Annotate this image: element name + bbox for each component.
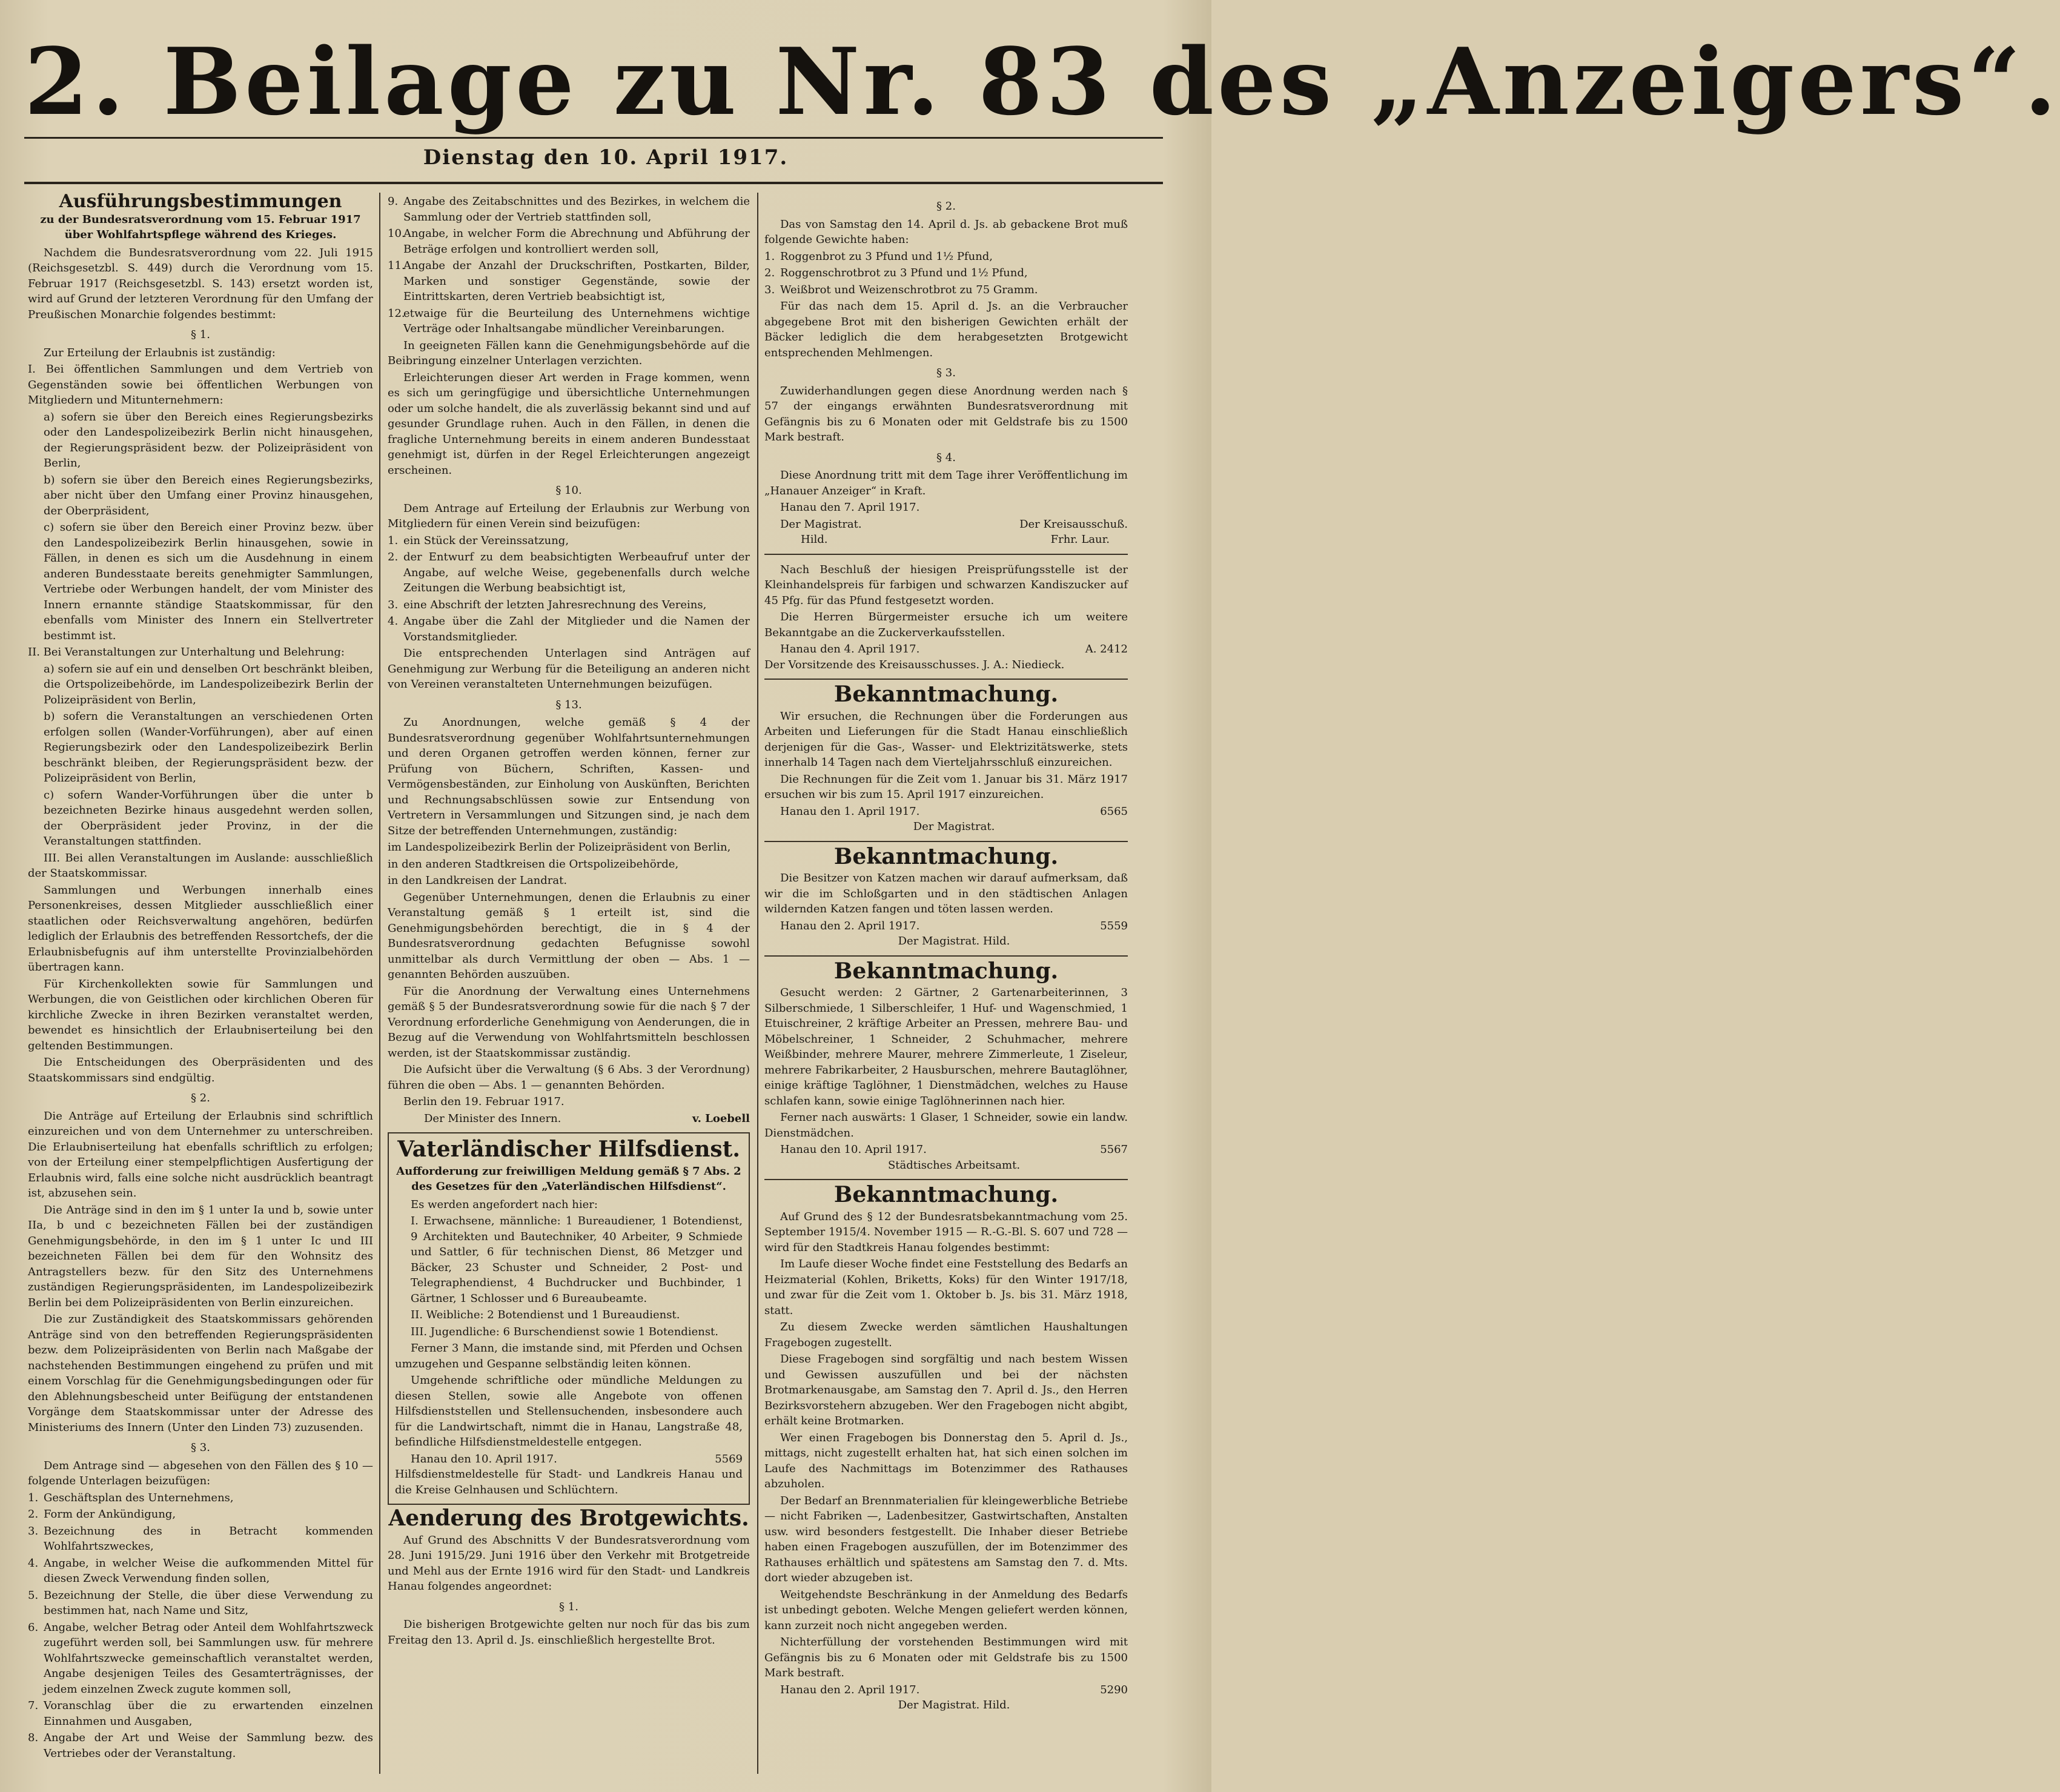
signature-office: Der Kreisausschuß. xyxy=(1019,517,1128,531)
notice-signature: Der Magistrat. Hild. xyxy=(898,1699,1010,1711)
paragraph: Die entsprechenden Unterlagen sind Anträgen auf Genehmigung zur Werbung für die Beteiligung an anderen nicht von Vereinen veranstalteten Unternehmungen beizufügen. xyxy=(388,647,750,691)
paragraph: Zu Anordnungen, welche gemäß § 4 der Bundesratsverordnung gegenüber Wohlfahrtsunternehmungen und deren Organen getroffen werden können, ferner zur Prüfung von Büchern, Schriften, Kassen- und Vermögensbeständen, zur Einholung von Auskünften, Berichten und Rechnungsabschlüssen sowie zur Entsendung von Vertretern in Versammlungen und Sitzungen sind, je nach dem Sitze der betreffenden Unternehmungen, zuständig: xyxy=(388,716,750,837)
dateline-row xyxy=(764,804,1128,820)
list-item: 2. Form der Ankündigung, xyxy=(28,1508,176,1521)
paragraph: Die bisherigen Brotgewichte gelten nur noch für das bis zum Freitag den 13. April d. Js. einschließlich hergestellte Brot. xyxy=(388,1618,750,1647)
list-item: 4. Angabe, in welcher Weise die aufkommenden Mittel für diesen Zweck Verwendung finden sollen, xyxy=(28,1556,373,1585)
paragraph: Erleichterungen dieser Art werden in Frage kommen, wenn es sich um geringfügige und übersichtliche Unternehmungen oder um solche handelt, die als zuverlässig bekannt sind und auf gesunder Grundlage ruhen. Auch in den Fällen, in denen die fragliche Unternehmung bereits in einem anderen Bundesstaat genehmigt ist, dürfen in der Regel Erleichterungen angezeigt erscheinen. xyxy=(388,371,750,477)
column-divider-1 xyxy=(379,193,380,1774)
list-item: 1. Geschäftsplan des Unternehmens, xyxy=(28,1491,234,1504)
paragraph: Die Anträge sind in den im § 1 unter Ia und b, sowie unter IIa, b und c bezeichneten Fällen bei der zuständigen Genehmigungsbehörde, in den im § 1 unter Ic und III bezeichneten Fällen bei dem für den Wohnsitz des Antragstellers bezw. für den Sitz des Unternehmens zuständigen Regierungspräsidenten, im Landespolizeibezirk Berlin bei dem Polizeipräsidenten von Berlin einzureichen. xyxy=(28,1203,373,1309)
section-heading: § 2. xyxy=(936,200,956,213)
paragraph: Dem Antrage sind — abgesehen von den Fällen des § 10 — folgende Unterlagen beizufügen: xyxy=(28,1459,373,1487)
masthead-rule-bottom xyxy=(24,182,1163,184)
list-item: III. Jugendliche: 6 Burschendienst sowie 1 Botendienst. xyxy=(411,1325,719,1338)
list-item: 3. Bezeichnung des in Betracht kommenden Wohlfahrtszweckes, xyxy=(28,1524,373,1553)
masthead-date: Dienstag den 10. April 1917. xyxy=(423,145,789,170)
paragraph: Gesucht werden: 2 Gärtner, 2 Gartenarbeiterinnen, 3 Silberschmiede, 1 Silberschleifer, 1 Huf- und Wagenschmied, 1 Etuischreiner, 2 kräftige Arbeiter an Pressen, mehrere Bau- und Möbelschreiner, 1 Schneider, 2 Schuhmacher, mehrere Weißbinder, mehrere Maurer, mehrere Zimmerleute, 1 Ziseleur, mehrere Fabrikarbeiter, 2 Hausburschen, mehrere Bautaglöhner, einige kräftige Taglöhner, 1 Dienstmädchen, welches zu Hause schlafen kann, sowie einige Taglöhnerinnen nach hier. xyxy=(764,986,1128,1107)
paragraph: Die Rechnungen für die Zeit vom 1. Januar bis 31. März 1917 ersuchen wir bis zum 15. April 1917 einzureichen. xyxy=(764,772,1128,801)
notice-box xyxy=(388,1132,750,1505)
notice-number: 6565 xyxy=(1100,805,1128,818)
paragraph: Weitgehendste Beschränkung in der Anmeldung des Bedarfs ist unbedingt geboten. Welche Mengen geliefert werden können, kann zurzeit noch nicht angegeben werden. xyxy=(764,1588,1128,1632)
list-item: 3. eine Abschrift der letzten Jahresrechnung des Vereins, xyxy=(388,598,707,611)
column-3 xyxy=(764,194,1128,1774)
notice-number: 5567 xyxy=(1100,1143,1128,1156)
dateline-row xyxy=(764,918,1128,934)
list-item: 1. ein Stück der Vereinssatzung, xyxy=(388,534,569,547)
paragraph: Wer einen Fragebogen bis Donnerstag den 5. April d. Js., mittags, nicht zugestellt erhalten hat, hat sich einen solchen im Laufe des Nachmittags im Botenzimmer des Rathauses abzuholen. xyxy=(764,1431,1128,1490)
paragraph: Die Herren Bürgermeister ersuche ich um weitere Bekanntgabe an die Zuckerverkaufsstellen. xyxy=(764,611,1128,639)
notice-signature: Hilfsdienstmeldestelle für Stadt- und Landkreis Hanau und die Kreise Gelnhausen und Schlüchtern. xyxy=(395,1468,743,1496)
paragraph: Das von Samstag den 14. April d. Js. ab gebackene Brot muß folgende Gewichte haben: xyxy=(764,217,1128,246)
paragraph: Nach Beschluß der hiesigen Preisprüfungsstelle ist der Kleinhandelspreis für farbigen und schwarzen Kandiszucker auf 45 Pfg. für das Pfund festgesetzt worden. xyxy=(764,563,1128,607)
notice-number: 5290 xyxy=(1100,1683,1128,1696)
list-item: 2. Roggenschrotbrot zu 3 Pfund und 1½ Pfund, xyxy=(764,267,1028,279)
signature-office: Der Minister des Innern. xyxy=(424,1112,561,1125)
paragraph: Die Aufsicht über die Verwaltung (§ 6 Abs. 3 der Verordnung) führen die oben — Abs. 1 — genannten Behörden. xyxy=(388,1063,750,1092)
masthead-title: 2. Beilage zu Nr. 83 des „Anzeigers“. xyxy=(24,27,2060,136)
paragraph: Diese Anordnung tritt mit dem Tage ihrer Veröffentlichung im „Hanauer Anzeiger“ in Kraft. xyxy=(764,469,1128,497)
masthead-rule-top xyxy=(24,137,1163,139)
list-item: I. Erwachsene, männliche: 1 Bureaudiener, 1 Botendienst, 9 Architekten und Bautechniker, 40 Arbeiter, 9 Schmiede und Sattler, 6 für technischen Dienst, 86 Metzger und Bäcker, 23 Schuster und Schneider, 2 Post- und Telegraphendienst, 4 Buchdrucker und Buchbinder, 1 Gärtner, 1 Schlosser und 6 Bureaubeamte. xyxy=(411,1215,743,1305)
dateline-row xyxy=(764,1142,1128,1158)
list-item: b) sofern die Veranstaltungen an verschiedenen Orten erfolgen sollen (Wander-Vorführungen), aber auf einen Regierungsbezirk oder den Landespolizeibezirk Berlin beschränkt bleiben, der Regierungspräsident bezw. der Polizeipräsident von Berlin, xyxy=(44,710,373,785)
notice-subtitle: Aufforderung zur freiwilligen Meldung gemäß § 7 Abs. 2 des Gesetzes für den „Vaterländischen Hilfsdienst“. xyxy=(396,1164,741,1193)
list-item: 5. Bezeichnung der Stelle, die über diese Verwendung zu bestimmen hat, nach Name und Sitz, xyxy=(28,1588,373,1617)
list-item: 4. Angabe über die Zahl der Mitglieder und die Namen der Vorstandsmitglieder. xyxy=(388,615,750,643)
divider xyxy=(764,554,1128,555)
signature-office: Der Magistrat. xyxy=(780,517,862,531)
section-heading: § 2. xyxy=(191,1092,210,1104)
list-item: 2. der Entwurf zu dem beabsichtigten Werbeaufruf unter der Angabe, auf welche Weise, gegebenenfalls durch welche Zeitungen die Werbung beabsichtigt ist, xyxy=(388,551,750,594)
column-1 xyxy=(28,191,373,1774)
paragraph: Ferner nach auswärts: 1 Glaser, 1 Schneider, sowie ein landw. Dienstmädchen. xyxy=(764,1111,1128,1140)
paragraph: Für das nach dem 15. April d. Js. an die Verbraucher abgegebene Brot mit den bisherigen Gewichten erhält der Bäcker lediglich die dem herabgesetzten Brotgewicht entsprechenden Mehlmengen. xyxy=(764,300,1128,359)
paragraph: Der Bedarf an Brennmaterialien für kleingewerbliche Betriebe — nicht Fabriken —, Ladenbesitzer, Gastwirtschaften, Anstalten usw. wird besonders festgestellt. Die Inhaber dieser Betriebe haben einen Fragebogen auszufüllen, der im Botenzimmer des Rathauses erhältlich und spätestens am Samstag den 7. d. Mts. dort wieder abzugeben ist. xyxy=(764,1494,1128,1584)
column-divider-2 xyxy=(757,193,758,1774)
paragraph: Wir ersuchen, die Rechnungen über die Forderungen aus Arbeiten und Lieferungen für die Stadt Hanau einschließlich derjenigen für die Gas-, Wasser- und Elektrizitätswerke, stets innerhalb 14 Tagen nach dem Vierteljahrsschluß einzureichen. xyxy=(764,709,1128,769)
signature xyxy=(764,532,1128,548)
article-title: Ausführungsbestimmungen xyxy=(59,191,342,212)
dateline-row xyxy=(764,642,1128,657)
paragraph: Nachdem die Bundesratsverordnung vom 22. Juli 1915 (Reichsgesetzbl. S. 449) durch die Verordnung vom 15. Februar 1917 (Reichsgesetzbl. S. 143) ersetzt worden ist, wird auf Grund der letzteren Verordnung für den Umfang der Preußischen Monarchie folgendes bestimmt: xyxy=(28,246,373,321)
paragraph: Für Kirchenkollekten sowie für Sammlungen und Werbungen, die von Geistlichen oder kirchlichen Oberen für kirchliche Zwecke in ihren Bezirken veranstaltet werden, bewendet es hinsichtlich der Erlaubniserteilung bei den geltenden Bestimmungen. xyxy=(28,977,373,1052)
paragraph: Zu diesem Zwecke werden sämtlichen Haushaltungen Fragebogen zugestellt. xyxy=(764,1321,1128,1349)
signature-name: Hild. xyxy=(801,533,828,546)
notice-number: 5569 xyxy=(715,1452,743,1465)
list-item: c) sofern sie über den Bereich einer Provinz bezw. über den Landespolizeibezirk Berlin hinausgehen, sowie in Fällen, in denen es sich um die Ausdehnung in einem anderen Bundesstaate bereits genehmigter Sammlungen, Vertriebe oder Werbungen handelt, der vom Minister des Innern ernannte ständige Staatskommissar, für den ebenfalls vom Minister des Innern ein Stellvertreter bestimmt ist. xyxy=(44,521,373,642)
signature xyxy=(388,1111,750,1127)
notice-title: Bekanntmachung. xyxy=(833,682,1059,707)
paragraph: Zuwiderhandlungen gegen diese Anordnung werden nach § 57 der eingangs erwähnten Bundesratsverordnung mit Gefängnis bis zu 6 Monaten oder mit Geldstrafe bis zu 1500 Mark bestraft. xyxy=(764,384,1128,443)
notice-signature: Der Magistrat. xyxy=(913,820,995,833)
signature-name: Frhr. Laur. xyxy=(1050,533,1110,546)
list-item: II. Weibliche: 2 Botendienst und 1 Bureaudienst. xyxy=(411,1309,680,1321)
paragraph: Auf Grund des § 12 der Bundesratsbekanntmachung vom 25. September 1915/4. November 1915 — R.-G.-Bl. S. 607 und 728 — wird für den Stadtkreis Hanau folgendes bestimmt: xyxy=(764,1210,1128,1254)
paragraph: I. Bei öffentlichen Sammlungen und dem Vertrieb von Gegenständen sowie bei öffentlichen Werbungen von Mitgliedern und Mitunternehmern: xyxy=(28,363,373,407)
list-item: a) sofern sie auf ein und denselben Ort beschränkt bleiben, die Ortspolizeibehörde, im Landespolizeibezirk Berlin der Polizeipräsident von Berlin, xyxy=(44,662,373,706)
dateline-row xyxy=(764,1682,1128,1698)
notice-date: Hanau den 10. April 1917. xyxy=(780,1143,927,1156)
paragraph: Auf Grund des Abschnitts V der Bundesratsverordnung vom 28. Juni 1915/29. Juni 1916 über den Verkehr mit Brotgetreide und Mehl aus der Ernte 1916 wird für den Stadt- und Landkreis Hanau folgendes angeordnet: xyxy=(388,1533,750,1593)
list-item: 8. Angabe der Art und Weise der Sammlung bezw. des Vertriebes oder der Veranstaltung. xyxy=(28,1731,373,1760)
section-heading: § 10. xyxy=(555,484,582,497)
list-item: a) sofern sie über den Bereich eines Regierungsbezirks oder den Landespolizeibezirk Berlin nicht hinausgehen, der Regierungspräsident bezw. der Polizeipräsident von Berlin, xyxy=(44,410,373,470)
paragraph: Umgehende schriftliche oder mündliche Meldungen zu diesen Stellen, sowie alle Angebote von offenen Hilfsdienststellen und Stellensuchenden, insbesondere auch für die Landwirtschaft, nimmt die in Hanau, Langstraße 48, befindliche Hilfsdienstmeldestelle entgegen. xyxy=(395,1374,743,1449)
column-2 xyxy=(388,194,750,1774)
list-item: c) sofern Wander-Vorführungen über die unter b bezeichneten Bezirke hinaus ausgedehnt werden sollen, der Oberpräsident jeder Provinz, in der die Veranstaltungen stattfinden. xyxy=(44,788,373,848)
notice-number: A. 2412 xyxy=(1085,643,1128,655)
paragraph: Für die Anordnung der Verwaltung eines Unternehmens gemäß § 5 der Bundesratsverordnung sowie für die nach § 7 der Verordnung erforderliche Genehmigung von Aenderungen, die in Bezug auf die Verwendung von Wohlfahrtsmitteln beschlossen werden, ist der Staatskommissar zuständig. xyxy=(388,984,750,1060)
paragraph: Die Entscheidungen des Oberpräsidenten und des Staatskommissars sind endgültig. xyxy=(28,1056,373,1084)
paragraph: II. Bei Veranstaltungen zur Unterhaltung und Belehrung: xyxy=(28,646,345,659)
paragraph: Im Laufe dieser Woche findet eine Feststellung des Bedarfs an Heizmaterial (Kohlen, Briketts, Koks) für den Winter 1917/18, und zwar für die Zeit vom 1. Oktober b. Js. bis 31. März 1918, statt. xyxy=(764,1258,1128,1317)
signature-name: v. Loebell xyxy=(692,1112,750,1125)
list-item: 6. Angabe, welcher Betrag oder Anteil dem Wohlfahrtszweck zugeführt werden soll, bei Sammlungen usw. für mehrere Wohlfahrtszwecke gemeinschaftlich veranstaltet werden, Angabe desjenigen Teiles des Gesamterträgnisses, der jedem einzelnen Zweck zugute kommen soll, xyxy=(28,1621,373,1696)
paragraph: im Landespolizeibezirk Berlin der Polizeipräsident von Berlin, xyxy=(388,841,731,854)
list-item: 10. Angabe, in welcher Form die Abrechnung und Abführung der Beträge erfolgen und kontrolliert werden soll, xyxy=(388,227,750,256)
list-item: 9. Angabe des Zeitabschnittes und des Bezirkes, in welchem die Sammlung oder der Vertrieb stattfinden soll, xyxy=(388,195,750,224)
paragraph: Die Besitzer von Katzen machen wir darauf aufmerksam, daß wir die im Schloßgarten und in den städtischen Anlagen wildernden Katzen fangen und töten lassen werden. xyxy=(764,872,1128,915)
paragraph: in den anderen Stadtkreisen die Ortspolizeibehörde, xyxy=(388,857,679,871)
paragraph: Dem Antrage auf Erteilung der Erlaubnis zur Werbung von Mitgliedern für einen Verein sind beizufügen: xyxy=(388,502,750,530)
section-heading: § 3. xyxy=(936,367,956,379)
paragraph: Die Anträge auf Erteilung der Erlaubnis sind schriftlich einzureichen und von dem Unternehmer zu unterschreiben. Die Erlaubniserteilung hat ebenfalls schriftlich zu erfolgen; von der Erteilung einer stempelpflichtigen Ausfertigung der Erlaubnis wird, falls eine solche nicht ausdrücklich beantragt ist, abzusehen sein. xyxy=(28,1109,373,1200)
paragraph: Zur Erteilung der Erlaubnis ist zuständig: xyxy=(44,346,276,359)
notice-date: Hanau den 10. April 1917. xyxy=(411,1452,557,1465)
signature-date: Berlin den 19. Februar 1917. xyxy=(403,1095,565,1108)
list-item: b) sofern sie über den Bereich eines Regierungsbezirks, aber nicht über den Umfang einer Provinz hinausgehen, der Oberpräsident, xyxy=(44,473,373,517)
list-item: 7. Voranschlag über die zu erwartenden einzelnen Einnahmen und Ausgaben, xyxy=(28,1699,373,1728)
paragraph: Diese Fragebogen sind sorgfältig und nach bestem Wissen und Gewissen auszufüllen und bei der nächsten Brotmarkenausgabe, am Samstag den 7. April d. Js., den Herren Bezirksvorstehern abzugeben. Wer den Fragebogen nicht abgibt, erhält keine Brotmarken. xyxy=(764,1353,1128,1427)
dateline-row xyxy=(395,1452,743,1467)
signature xyxy=(764,517,1128,533)
section-heading: § 1. xyxy=(191,328,210,341)
notice-signature: Der Magistrat. Hild. xyxy=(898,935,1010,947)
paragraph: Sammlungen und Werbungen innerhalb eines Personenkreises, dessen Mitglieder ausschließlich einer staatlichen oder Reichsverwaltung angehören, bedürfen lediglich der Erlaubnis des betreffenden Ressortchefs, der die Erlaubnisbefugnis auf ihm unterstellte Provinzialbehörden übertragen kann. xyxy=(28,883,373,974)
notice-title: Vaterländischer Hilfsdienst. xyxy=(397,1137,740,1162)
notice-date: Hanau den 4. April 1917. xyxy=(780,643,920,655)
section-heading: § 3. xyxy=(191,1441,210,1454)
paragraph: In geeigneten Fällen kann die Genehmigungsbehörde auf die Beibringung einzelner Unterlagen verzichten. xyxy=(388,339,750,367)
section-heading: § 13. xyxy=(555,698,582,711)
notice-number: 5559 xyxy=(1100,919,1128,932)
article-subtitle: zu der Bundesratsverordnung vom 15. Februar 1917 über Wohlfahrtspflege während des Krieges. xyxy=(40,213,361,241)
paragraph: Nichterfüllung der vorstehenden Bestimmungen wird mit Gefängnis bis zu 6 Monaten oder mit Geldstrafe bis zu 1500 Mark bestraft. xyxy=(764,1636,1128,1679)
list-item: 12. etwaige für die Beurteilung des Unternehmens wichtige Verträge oder Inhaltsangabe mündlicher Vereinbarungen. xyxy=(388,307,750,335)
paragraph: Es werden angefordert nach hier: xyxy=(411,1198,598,1211)
signature-date: Hanau den 7. April 1917. xyxy=(780,501,920,514)
notice-title: Bekanntmachung. xyxy=(833,958,1059,984)
divider xyxy=(764,679,1128,680)
list-item: 1. Roggenbrot zu 3 Pfund und 1½ Pfund, xyxy=(764,250,993,263)
notice-title: Bekanntmachung. xyxy=(833,1182,1059,1207)
section-heading: § 4. xyxy=(936,451,956,464)
list-item: 3. Weißbrot und Weizenschrotbrot zu 75 Gramm. xyxy=(764,283,1038,296)
paragraph: in den Landkreisen der Landrat. xyxy=(388,874,568,887)
list-item: 11. Angabe der Anzahl der Druckschriften, Postkarten, Bilder, Marken und sonstiger Gegenstände, sowie der Eintrittskarten, deren Vertrieb beabsichtigt ist, xyxy=(388,259,750,303)
paragraph: Gegenüber Unternehmungen, denen die Erlaubnis zu einer Veranstaltung gemäß § 1 erteilt ist, sind die Genehmigungsbehörden berechtigt, die in § 4 der Bundesratsverordnung gedachten Befugnisse sowohl unmittelbar als durch Vermittlung der oben — Abs. 1 — genannten Behörden auszuüben. xyxy=(388,891,750,981)
divider xyxy=(764,1179,1128,1180)
notice-date: Hanau den 2. April 1917. xyxy=(780,919,920,932)
divider xyxy=(764,955,1128,957)
divider xyxy=(764,841,1128,842)
paragraph: Ferner 3 Mann, die imstande sind, mit Pferden und Ochsen umzugehen und Gespanne selbständig leiten können. xyxy=(395,1342,743,1370)
notice-title: Aenderung des Brotgewichts. xyxy=(388,1505,749,1531)
section-heading: § 1. xyxy=(559,1600,578,1613)
notice-date: Hanau den 2. April 1917. xyxy=(780,1683,920,1696)
notice-date: Hanau den 1. April 1917. xyxy=(780,805,920,818)
notice-title: Bekanntmachung. xyxy=(833,843,1059,869)
notice-signature: Städtisches Arbeitsamt. xyxy=(887,1158,1021,1172)
paragraph: Die zur Zuständigkeit des Staatskommissars gehörenden Anträge sind von den betreffenden Regierungspräsidenten bezw. dem Polizeipräsidenten von Berlin nach Maßgabe der nachstehenden Bestimmungen eingehend zu prüfen und mit einem Vorschlag für die Genehmigungsbedingungen oder für den Ablehnungsbescheid unter Beifügung der entstandenen Vorgänge dem Staatskommissar unter der Adresse des Ministeriums des Innern (Unter den Linden 73) zuzusenden. xyxy=(28,1313,373,1434)
notice-signature: Der Vorsitzende des Kreisausschusses. J. A.: Niedieck. xyxy=(764,658,1065,671)
paragraph: III. Bei allen Veranstaltungen im Auslande: ausschließlich der Staatskommissar. xyxy=(28,851,373,880)
